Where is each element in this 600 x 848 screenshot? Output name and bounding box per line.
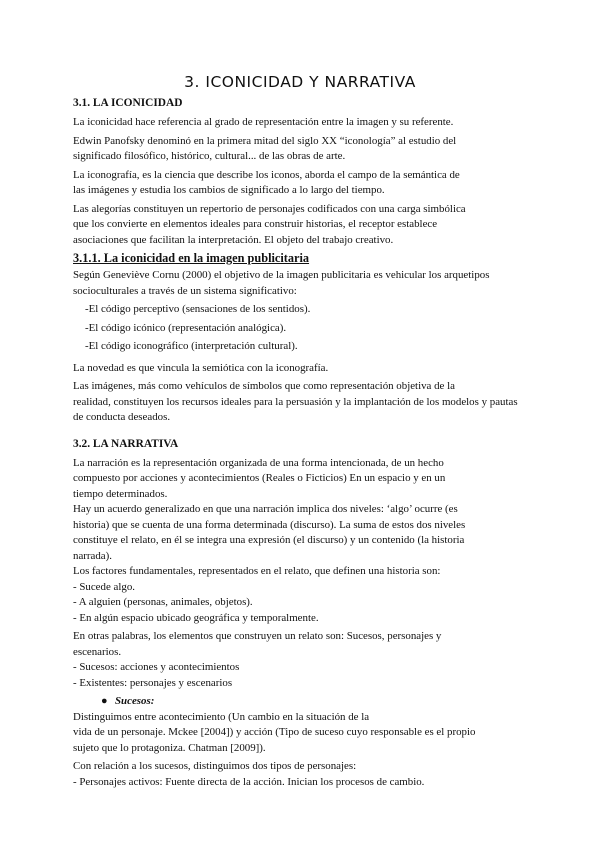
text-line: de conducta deseados. — [73, 411, 171, 423]
list-item: - En algún espacio ubicado geográfica y temporalmente. — [73, 611, 319, 624]
bullet-sucesos — [73, 694, 533, 710]
text-line: las imágenes y estudia los cambios de significado a lo largo del tiempo. — [73, 184, 385, 196]
section-heading-3-1: 3.1. LA ICONICIDAD — [73, 97, 183, 109]
paragraph — [73, 168, 533, 199]
text-line: Las imágenes, más como vehículos de símbolos que como representación objetiva de la — [73, 380, 455, 392]
text-line: sujeto que lo protagoniza. Chatman [2009]). — [73, 741, 266, 754]
text-line: En otras palabras, los elementos que construyen un relato son: Sucesos, personajes y — [73, 630, 442, 642]
text-line: La iconicidad hace referencia al grado de representación entre la imagen y su referente. — [73, 116, 454, 128]
text-line: Según Geneviève Cornu (2000) el objetivo de la imagen publicitaria es vehicular los arquetipos — [73, 269, 490, 281]
text-line: Los factores fundamentales, representados en el relato, que definen una historia son: — [73, 565, 441, 577]
text-line: significado filosófico, histórico, cultural... de las obras de arte. — [73, 150, 346, 162]
list-item: -El código icónico (representación analógica). — [85, 321, 287, 334]
text-line: La novedad es que vincula la semiótica con la iconografía. — [73, 361, 329, 374]
page-title: 3. ICONICIDAD Y NARRATIVA — [184, 73, 416, 91]
paragraph — [73, 629, 533, 691]
text-line: socioculturales a través de un sistema significativo: — [73, 284, 297, 297]
list-item: - Existentes: personajes y escenarios — [73, 676, 233, 689]
text-line: escenarios. — [73, 645, 122, 658]
list-item: - A alguien (personas, animales, objetos). — [73, 596, 253, 608]
text-line: historia) que se cuenta de una forma determinada (discurso). La suma de estos dos niveles — [73, 518, 466, 531]
text-line: Las alegorías constituyen un repertorio de personajes codificados con una carga simbólica — [73, 202, 466, 215]
text-line: constituye el relato, en él se integra una expresión (el discurso) y un contenido (la historia — [73, 534, 465, 546]
paragraph — [73, 361, 533, 377]
text-line: Edwin Panofsky denominó en la primera mitad del siglo XX “iconología” al estudio del — [73, 134, 457, 147]
list-item: - Personajes activos: Fuente directa de la acción. Inician los procesos de cambio. — [73, 775, 425, 788]
list-item: - Sucesos: acciones y acontecimientos — [73, 661, 240, 673]
section-heading-3-1-1: 3.1.1. La iconicidad en la imagen publicitaria — [73, 251, 310, 265]
text-line: que los convierte en elementos ideales para construir historias, el receptor establece — [73, 218, 438, 230]
text-line: vida de un personaje. Mckee [2004]) y acción (Tipo de suceso cuyo responsable es el propio — [73, 726, 476, 738]
bullet-label: Sucesos: — [115, 695, 155, 707]
text-line: tiempo determinados. — [73, 487, 168, 500]
paragraph — [73, 134, 533, 165]
text-line: realidad, constituyen los recursos ideales para la persuasión y la implantación de los modelos y pautas — [73, 395, 518, 408]
paragraph — [73, 456, 533, 627]
document-body — [73, 96, 533, 793]
paragraph — [73, 710, 533, 757]
list-item: -El código perceptivo (sensaciones de los sentidos). — [85, 303, 311, 315]
text-line: Hay un acuerdo generalizado en que una narración implica dos niveles: ‘algo’ ocurre (es — [73, 503, 458, 515]
paragraph — [73, 759, 533, 790]
text-line: La iconografía, es la ciencia que describe los iconos, aborda el campo de la semántica de — [73, 168, 460, 181]
text-line: asociaciones que facilitan la interpretación. El objeto del trabajo creativo. — [73, 233, 394, 246]
paragraph — [73, 202, 533, 249]
paragraph — [73, 115, 533, 131]
list-item: -El código iconográfico (interpretación cultural). — [85, 340, 298, 352]
text-line: compuesto por acciones y acontecimientos (Reales o Ficticios) En un espacio y en un — [73, 472, 446, 484]
text-line: La narración es la representación organizada de una forma intencionada, de un hecho — [73, 456, 444, 469]
bullet-icon: ● — [101, 695, 108, 707]
paragraph — [73, 379, 533, 426]
paragraph — [73, 268, 533, 299]
text-line: Distinguimos entre acontecimiento (Un cambio en la situación de la — [73, 710, 370, 723]
text-line: Con relación a los sucesos, distinguimos dos tipos de personajes: — [73, 760, 357, 772]
list-item: - Sucede algo. — [73, 580, 135, 593]
section-3-1-paragraphs — [73, 115, 533, 248]
text-line: narrada). — [73, 549, 112, 562]
section-heading-3-2: 3.2. LA NARRATIVA — [73, 437, 179, 450]
code-list — [73, 302, 533, 355]
